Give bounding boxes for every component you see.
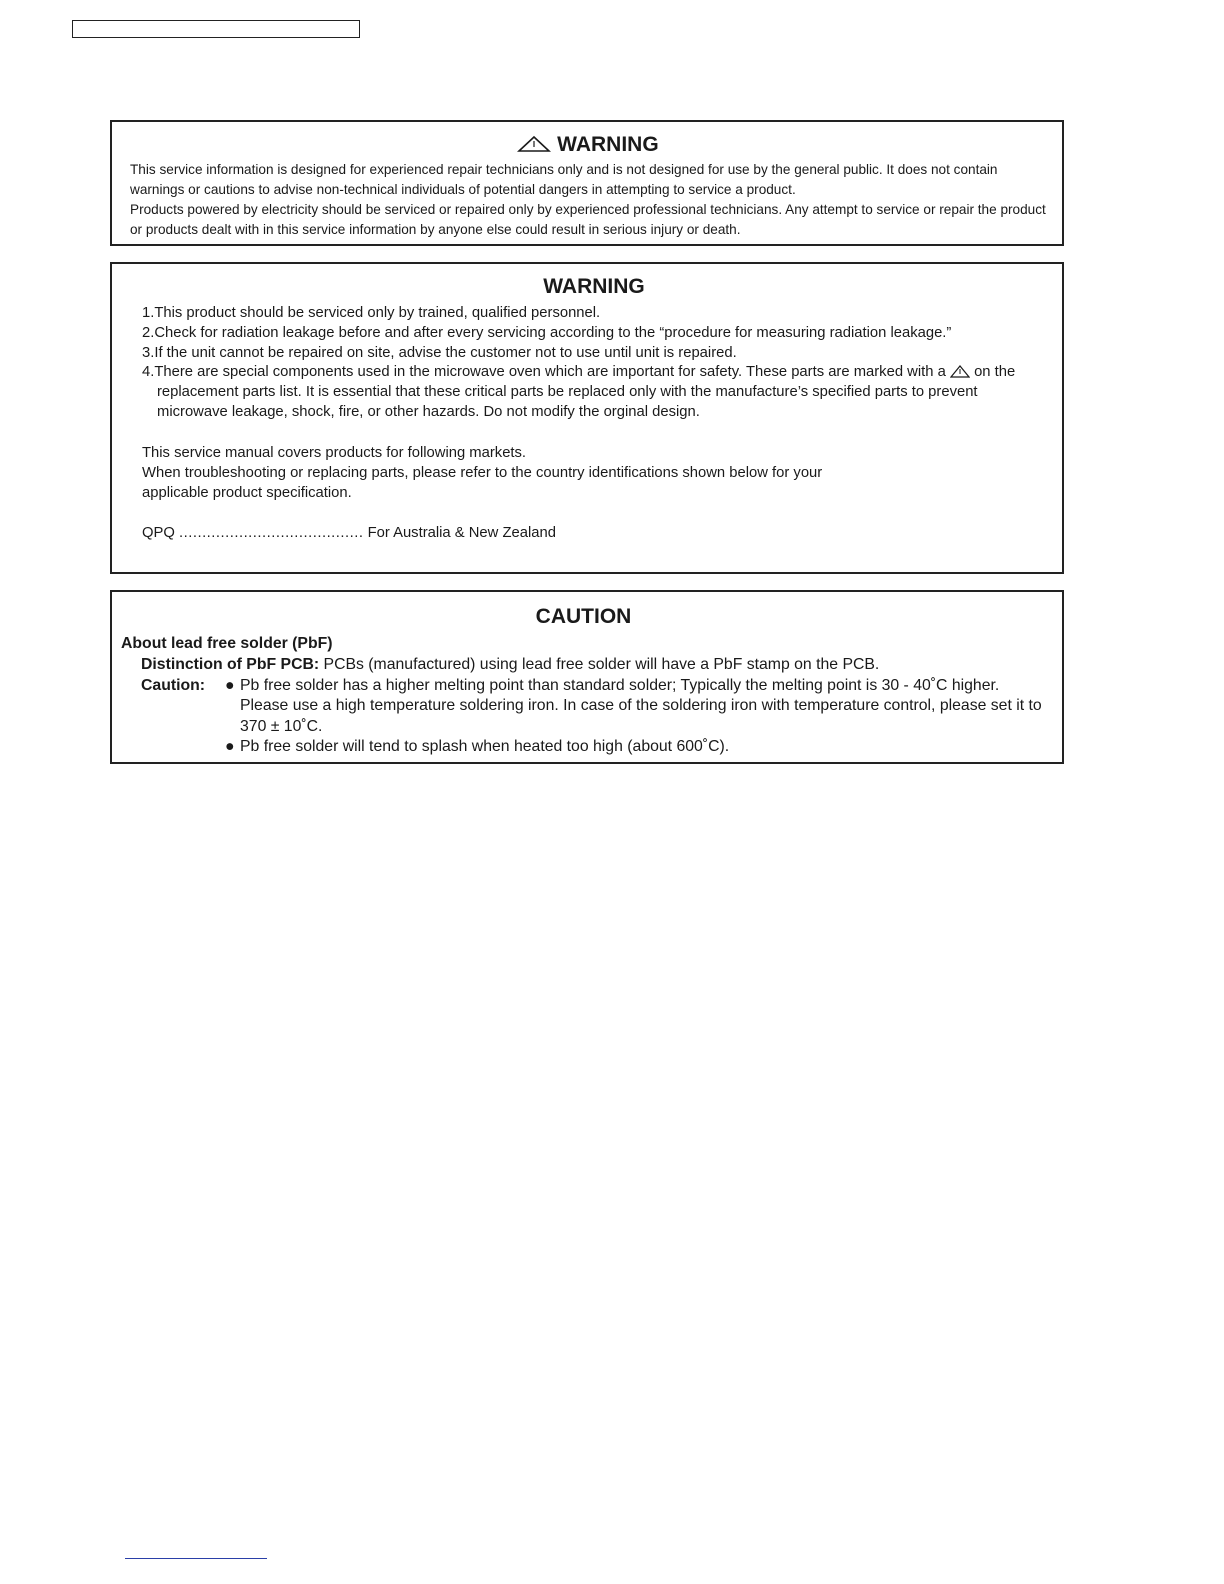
general-warning-para-2: Products powered by electricity should be serviced or repaired only by experienced professional technicians. Any attempt to service or repair the product or products dealt with in this service information by anyone else could result in serious injury or death.	[130, 202, 1046, 237]
footer-rule	[125, 1558, 267, 1559]
market-region: For Australia & New Zealand	[367, 524, 556, 541]
caution-bullet-2	[121, 737, 1046, 758]
caution-bullet-2-text: Pb free solder will tend to splash when heated too high (about 600˚C).	[240, 738, 730, 756]
service-warning-list	[142, 304, 1046, 423]
markets-intro: This service manual covers products for following markets.	[142, 444, 527, 461]
service-warning-item-3: 3.If the unit cannot be repaired on site, advise the customer not to use until unit is repaired.	[142, 344, 737, 361]
bullet-icon: ●	[225, 738, 235, 756]
caution-label: Caution:	[141, 676, 206, 694]
market-entry	[142, 523, 1046, 543]
pbf-distinction	[121, 655, 1046, 676]
market-code: QPQ	[142, 524, 175, 541]
item-4-text-b: on the replacement parts list. It is essential that these critical parts be replaced only with the manufacture’s specified parts to prevent microwave leakage, shock, fire, or other hazards. Do not modify the orginal design.	[157, 364, 1016, 420]
item-4-text-a: 4.There are special components used in the microwave oven which are important for safety. These parts are marked with a	[142, 364, 946, 381]
warning-triangle-icon	[950, 365, 970, 378]
caution-bullet-1-text: Pb free solder has a higher melting point than standard solder; Typically the melting point is 30 - 40˚C higher. Please use a high temperature soldering iron. In case of the soldering iron with temperature control, please set it to 370 ± 10˚C.	[240, 676, 1042, 735]
general-warning-box	[110, 120, 1064, 246]
caution-box	[110, 590, 1064, 764]
general-warning-para-1: This service information is designed for experienced repair technicians only and is not designed for use by the general public. It does not contain warnings or cautions to advise non-technical individuals of potential dangers in attempting to service a product.	[130, 162, 998, 197]
markets-instructions: When troubleshooting or replacing parts, please refer to the country identifications shown below for your applicable product specification.	[142, 464, 823, 501]
service-warning-item-1: 1.This product should be serviced only by trained, qualified personnel.	[142, 305, 601, 321]
caution-heading: About lead free solder (PbF)	[121, 635, 333, 652]
bullet-icon: ●	[225, 676, 235, 694]
service-warning-title: WARNING	[543, 275, 645, 298]
service-warning-item-2: 2.Check for radiation leakage before and after every servicing according to the “procedure for measuring radiation leakage.”	[142, 324, 952, 341]
service-warning-item-4	[142, 363, 1046, 422]
pbf-distinction-text: PCBs (manufactured) using lead free solder will have a PbF stamp on the PCB.	[323, 656, 880, 673]
pbf-distinction-label: Distinction of PbF PCB:	[141, 656, 320, 673]
market-leader-dots: ........................................	[179, 524, 364, 541]
service-warning-box	[110, 262, 1064, 574]
general-warning-title	[130, 132, 1046, 158]
warning-triangle-icon	[517, 135, 551, 153]
general-warning-title-text: WARNING	[557, 133, 659, 156]
caution-title: CAUTION	[535, 605, 632, 628]
header-blank-box	[72, 20, 360, 38]
caution-bullet-1	[121, 676, 1046, 738]
